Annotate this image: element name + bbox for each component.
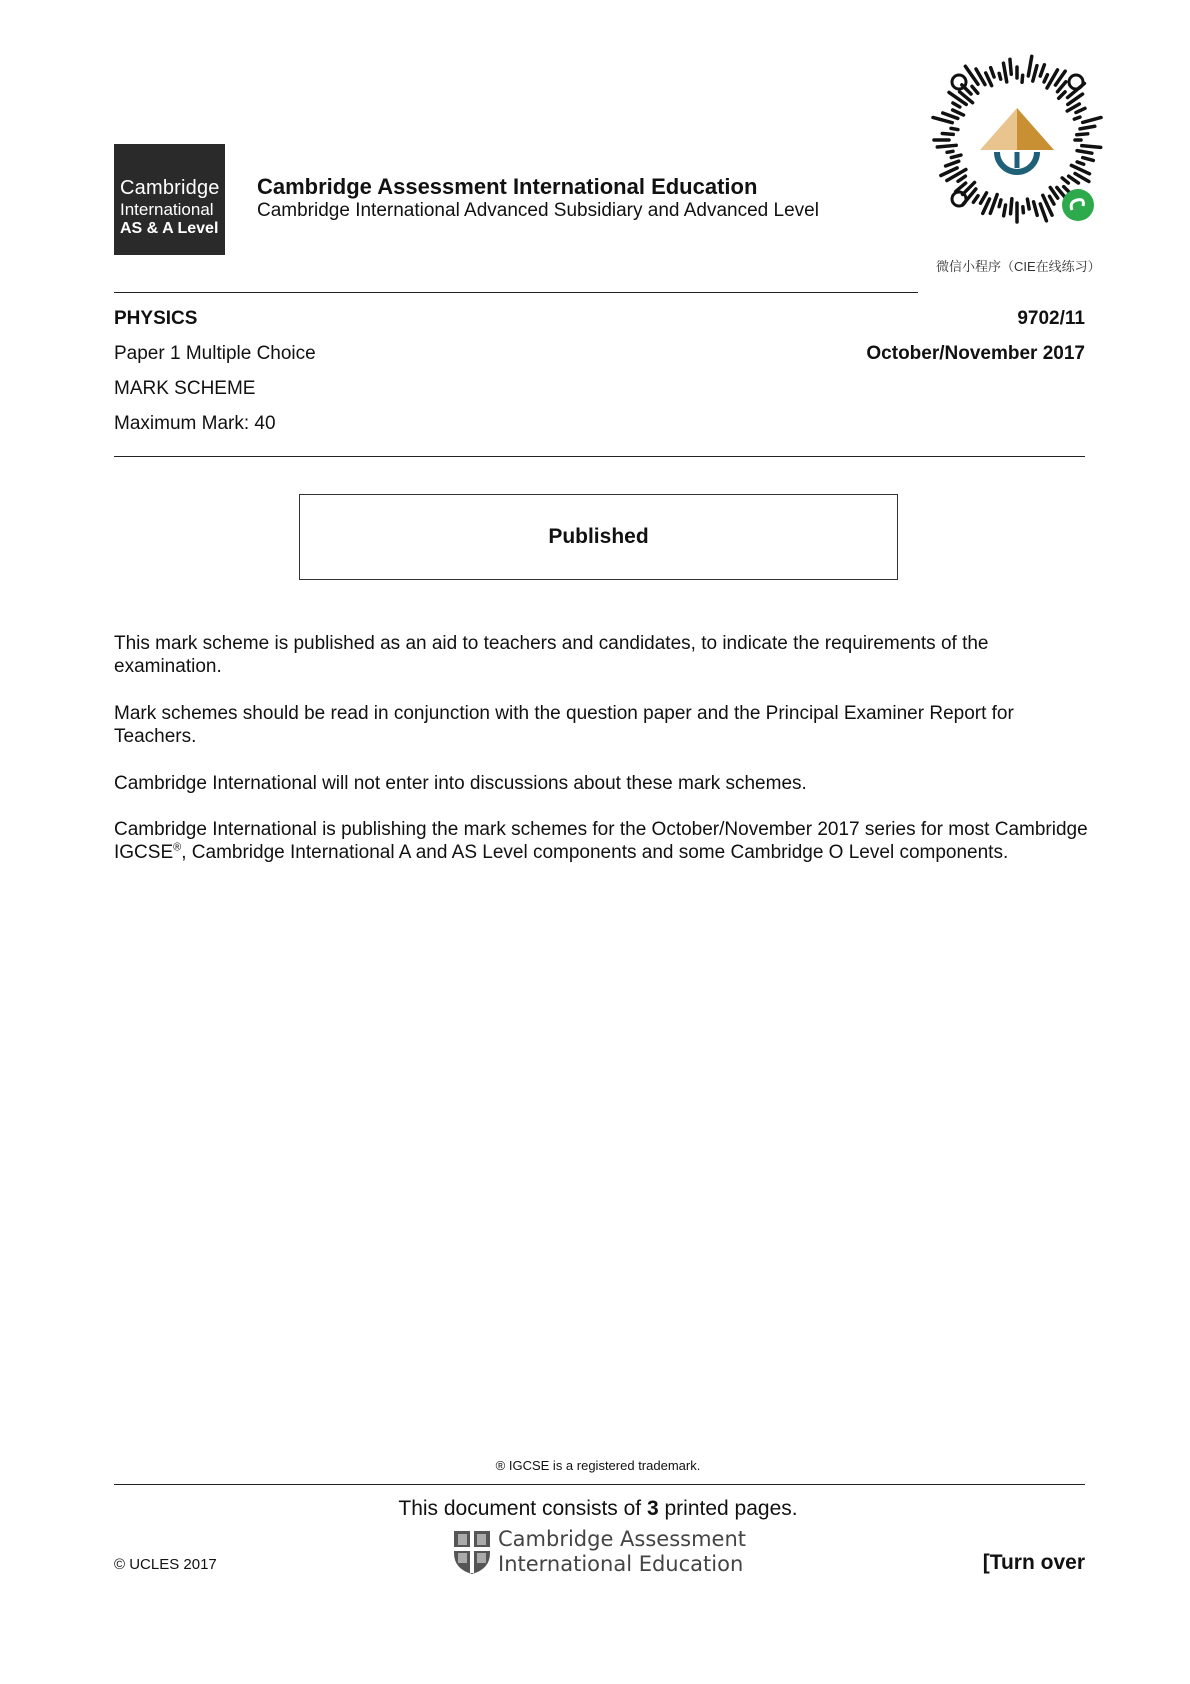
registered-mark: ® bbox=[173, 841, 182, 854]
document-type: MARK SCHEME bbox=[114, 378, 256, 399]
maximum-mark: Maximum Mark: 40 bbox=[114, 413, 276, 434]
footer-logo-line-1: Cambridge Assessment bbox=[498, 1527, 747, 1551]
logo-line-3: AS & A Level bbox=[120, 219, 219, 237]
pages-suffix: printed pages. bbox=[658, 1497, 798, 1520]
publishing-text-1: Cambridge International is publishing the mark schemes for the October/November 2017 series for most Cambridge IGCSE bbox=[114, 819, 1088, 863]
copyright: © UCLES 2017 bbox=[114, 1556, 217, 1573]
intro-paragraph: This mark scheme is published as an aid to teachers and candidates, to indicate the requirements of the examination. bbox=[114, 633, 989, 677]
publishing-paragraph bbox=[114, 818, 1089, 864]
shield-icon bbox=[452, 1529, 492, 1575]
qr-caption: 微信小程序（CIE在线练习） bbox=[936, 259, 1101, 274]
cambridge-assessment-logo bbox=[452, 1528, 746, 1576]
exam-session: October/November 2017 bbox=[866, 343, 1085, 364]
cambridge-international-logo bbox=[114, 144, 225, 255]
subject-title: PHYSICS bbox=[114, 308, 198, 329]
qr-code-icon bbox=[925, 48, 1110, 233]
logo-line-1: Cambridge bbox=[120, 177, 220, 199]
paper-title: Paper 1 Multiple Choice bbox=[114, 343, 316, 364]
page-count-line bbox=[0, 1497, 1190, 1521]
pages-count: 3 bbox=[646, 1497, 659, 1520]
org-subtitle: Cambridge International Advanced Subsidiary and Advanced Level bbox=[257, 200, 819, 221]
footer-divider bbox=[114, 1484, 1085, 1485]
turn-over-label: [Turn over bbox=[982, 1551, 1085, 1574]
published-label: Published bbox=[548, 525, 649, 548]
conjunction-paragraph: Mark schemes should be read in conjunction with the question paper and the Principal Examiner Report for Teachers. bbox=[114, 703, 1014, 747]
footer-logo-line-2: International Education bbox=[498, 1552, 744, 1576]
pages-prefix: This document consists of bbox=[398, 1497, 647, 1520]
logo-line-2: International bbox=[120, 200, 214, 219]
syllabus-code: 9702/11 bbox=[1017, 308, 1085, 329]
meta-divider bbox=[114, 456, 1085, 457]
publishing-text-2: , Cambridge International A and AS Level components and some Cambridge O Level components. bbox=[181, 842, 1009, 863]
discussion-paragraph: Cambridge International will not enter into discussions about these mark schemes. bbox=[114, 773, 807, 794]
published-status-box bbox=[299, 494, 898, 580]
org-title: Cambridge Assessment International Education bbox=[257, 174, 758, 199]
trademark-note: ® IGCSE is a registered trademark. bbox=[495, 1458, 701, 1473]
header-divider bbox=[114, 292, 918, 293]
